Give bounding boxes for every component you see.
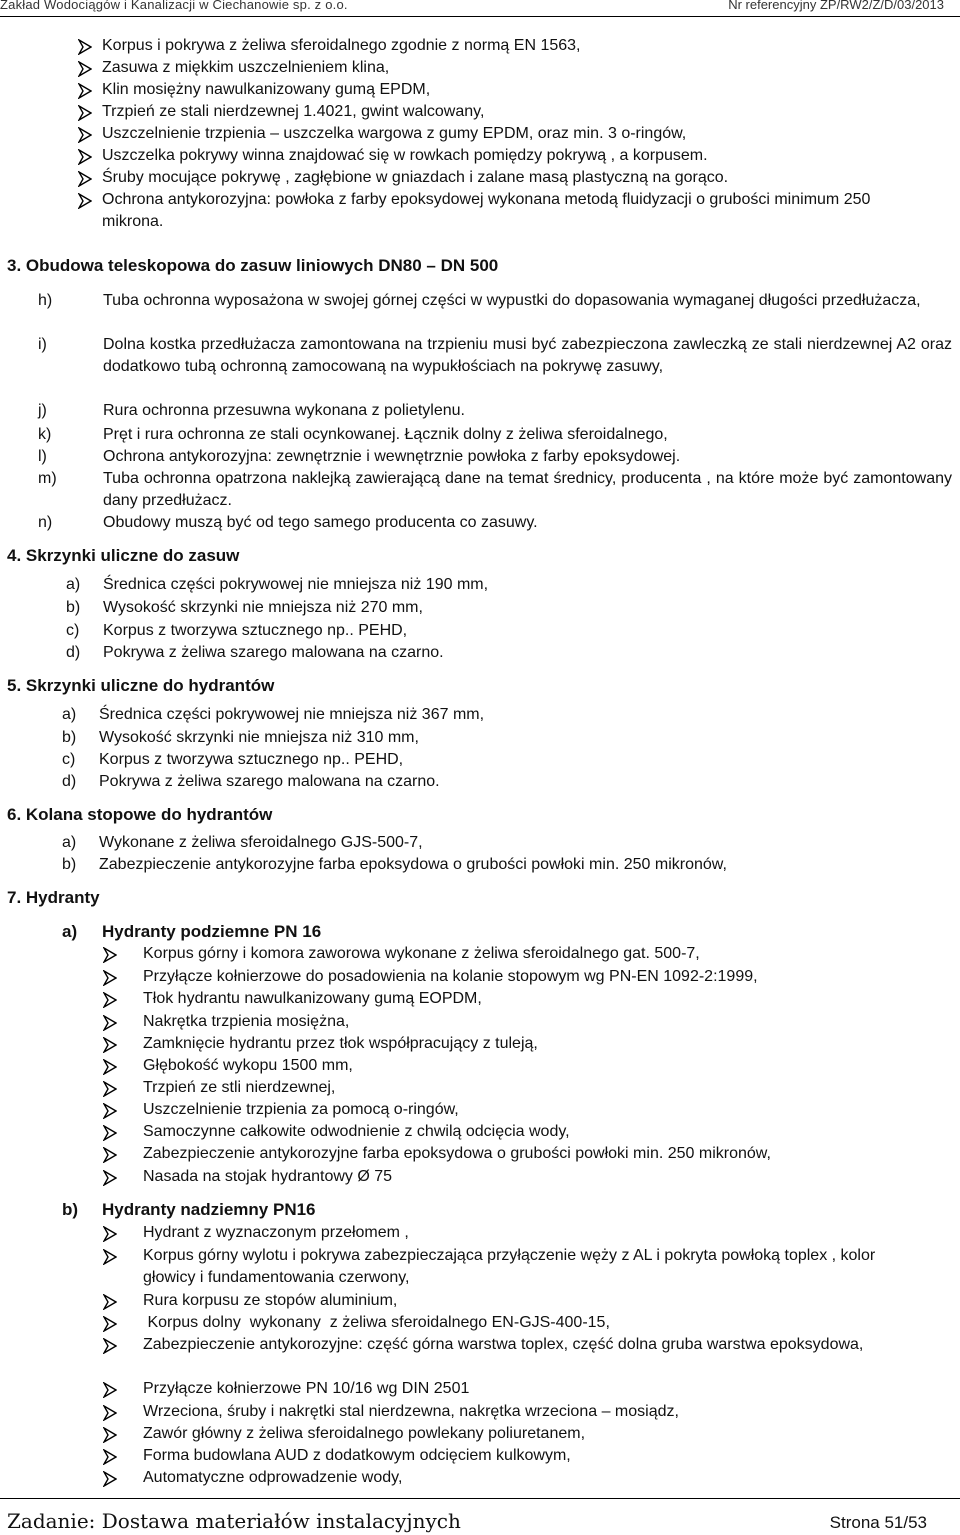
list-item-label: l) — [38, 448, 47, 465]
list-item-text: Ochrona antykorozyjna: zewnętrznie i wewnętrznie powłoka z farby epoksydowej. — [103, 448, 681, 465]
section-heading-5: 5. Skrzynki uliczne do hydrantów — [7, 676, 275, 695]
list-item-label: m) — [38, 470, 57, 487]
list-item-text: Zabezpieczenie antykorozyjne farba epoksydowa o grubości powłoki min. 250 mikronów, — [99, 856, 727, 873]
list-item-label: b) — [62, 856, 77, 873]
list-item-text: Korpus z tworzywa sztucznego np.. PEHD, — [99, 751, 404, 768]
arrowhead-bullet-icon — [103, 1427, 117, 1443]
list-item-text: Głębokość wykopu 1500 mm, — [143, 1057, 353, 1074]
list-item-label: h) — [38, 292, 53, 309]
list-item-text: Automatyczne odprowadzenie wody, — [143, 1469, 403, 1486]
list-item-label: b) — [66, 599, 81, 616]
list-item-text: Wysokość skrzynki nie mniejsza niż 310 mm, — [99, 729, 419, 746]
arrowhead-bullet-icon — [78, 39, 92, 55]
arrowhead-bullet-icon — [103, 1170, 117, 1186]
arrowhead-bullet-icon — [103, 1081, 117, 1097]
list-item-text: Korpus górny wylotu i pokrywa zabezpieczająca przyłączenie węży z AL i pokryta powłoką toplex , kolor głowicy i fundamentowania czerwony, — [143, 1247, 876, 1286]
list-item-text: Średnica części pokrywowej nie mniejsza niż 190 mm, — [103, 576, 489, 593]
section-heading-3: 3. Obudowa teleskopowa do zasuw liniowych DN80 – DN 500 — [7, 256, 499, 275]
arrowhead-bullet-icon — [103, 1015, 117, 1031]
list-item-text: Średnica części pokrywowej nie mniejsza niż 367 mm, — [99, 706, 485, 723]
list-item-label: j) — [38, 402, 47, 419]
list-item-text: Korpus dolny wykonany z żeliwa sferoidalnego EN-GJS-400-15, — [143, 1314, 610, 1331]
subsection-heading-a: Hydranty podziemne PN 16 — [102, 922, 322, 941]
list-item-text: Trzpień ze stali nierdzewnej 1.4021, gwint walcowany, — [102, 103, 485, 120]
section-heading-7: 7. Hydranty — [7, 888, 100, 907]
list-item-text: Uszczelnienie trzpienia – uszczelka wargowa z gumy EPDM, oraz min. 3 o-ringów, — [102, 125, 687, 142]
list-item-text: Forma budowlana AUD z dodatkowym odcięciem kulkowym, — [143, 1447, 571, 1464]
list-item-label: n) — [38, 514, 53, 531]
list-item-text: Rura ochronna przesuwna wykonana z polietylenu. — [103, 402, 465, 419]
header-divider — [0, 16, 960, 17]
list-item-text: Ochrona antykorozyjna: powłoka z farby epoksydowej wykonana metodą fluidyzacji o grubości minimum 250 mikrona. — [102, 191, 871, 230]
list-item-text: Wykonane z żeliwa sferoidalnego GJS-500-7, — [99, 834, 423, 851]
list-item-text: Korpus i pokrywa z żeliwa sferoidalnego zgodnie z normą EN 1563, — [102, 37, 581, 54]
arrowhead-bullet-icon — [103, 1316, 117, 1332]
arrowhead-bullet-icon — [103, 1125, 117, 1141]
arrowhead-bullet-icon — [103, 1147, 117, 1163]
arrowhead-bullet-icon — [78, 149, 92, 165]
section-heading-4: 4. Skrzynki uliczne do zasuw — [7, 546, 240, 565]
list-item-text: Wysokość skrzynki nie mniejsza niż 270 mm, — [103, 599, 423, 616]
list-item-text: Pręt i rura ochronna ze stali ocynkowanej. Łącznik dolny z żeliwa sferoidalnego, — [103, 426, 668, 443]
arrowhead-bullet-icon — [103, 1382, 117, 1398]
list-item-text: Obudowy muszą być od tego samego producenta co zasuwy. — [103, 514, 538, 531]
list-item-text: Pokrywa z żeliwa szarego malowana na czarno. — [99, 773, 440, 790]
subsection-heading-b: Hydranty nadziemny PN16 — [102, 1200, 316, 1219]
arrowhead-bullet-icon — [78, 171, 92, 187]
arrowhead-bullet-icon — [103, 992, 117, 1008]
arrowhead-bullet-icon — [78, 193, 92, 209]
list-item-label: a) — [62, 706, 77, 723]
section-heading-6: 6. Kolana stopowe do hydrantów — [7, 805, 273, 824]
arrowhead-bullet-icon — [103, 1294, 117, 1310]
list-item-text: Nakrętka trzpienia mosiężna, — [143, 1013, 350, 1030]
list-item-label: i) — [38, 336, 47, 353]
footer-title: Zadanie: Dostawa materiałów instalacyjnych — [7, 1509, 461, 1533]
list-item-text: Zabezpieczenie antykorozyjne farba epoksydowa o grubości powłoki min. 250 mikronów, — [143, 1145, 771, 1162]
list-item-text: Pokrywa z żeliwa szarego malowana na czarno. — [103, 644, 444, 661]
arrowhead-bullet-icon — [103, 970, 117, 986]
arrowhead-bullet-icon — [78, 127, 92, 143]
subsection-label-a: a) — [62, 922, 78, 941]
list-item-label: c) — [66, 622, 80, 639]
list-item-text: Zasuwa z miękkim uszczelnieniem klina, — [102, 59, 390, 76]
list-item-text: Przyłącze kołnierzowe PN 10/16 wg DIN 2501 — [143, 1380, 470, 1397]
list-item-text: Korpus z tworzywa sztucznego np.. PEHD, — [103, 622, 408, 639]
arrowhead-bullet-icon — [103, 1226, 117, 1242]
subsection-label-b: b) — [62, 1200, 79, 1219]
arrowhead-bullet-icon — [103, 947, 117, 963]
list-item-text: Zabezpieczenie antykorozyjne: część górna warstwa toplex, część dolna gruba warstwa epoksydowa, — [143, 1336, 864, 1353]
list-item-label: a) — [62, 834, 77, 851]
list-item-text: Rura korpusu ze stopów aluminium, — [143, 1292, 398, 1309]
list-item-label: c) — [62, 751, 76, 768]
list-item-text: Samoczynne całkowite odwodnienie z chwilą odcięcia wody, — [143, 1123, 570, 1140]
header-company: Zakład Wodociągów i Kanalizacji w Ciechanowie sp. z o.o. — [0, 0, 348, 12]
list-item-text: Tłok hydrantu nawulkanizowany gumą EOPDM, — [143, 990, 482, 1007]
list-item-text: Zawór główny z żeliwa sferoidalnego powlekany poliuretanem, — [143, 1425, 586, 1442]
list-item-text: Wrzeciona, śruby i nakrętki stal nierdzewna, nakrętka wrzeciona – mosiądz, — [143, 1403, 679, 1420]
list-item-text: Korpus górny i komora zaworowa wykonane z żeliwa sferoidalnego gat. 500-7, — [143, 945, 700, 962]
list-item-text: Zamknięcie hydrantu przez tłok współpracujący z tuleją, — [143, 1035, 538, 1052]
list-item-text: Hydrant z wyznaczonym przełomem , — [143, 1224, 409, 1241]
arrowhead-bullet-icon — [103, 1249, 117, 1265]
list-item-text: Nasada na stojak hydrantowy Ø 75 — [143, 1168, 393, 1185]
list-item-label: a) — [66, 576, 81, 593]
list-item-text: Dolna kostka przedłużacza zamontowana na trzpieniu musi być zabezpieczona zawleczką ze stali nierdzewnej A2 oraz dodatkowo tubą ochronną zamocowaną na wypukłościach na pokrywę zasuwy, — [103, 336, 952, 375]
list-item-text: Klin mosiężny nawulkanizowany gumą EPDM, — [102, 81, 431, 98]
page-number: Strona 51/53 — [829, 1513, 927, 1532]
list-item-label: d) — [66, 644, 81, 661]
list-item-text: Tuba ochronna wyposażona w swojej górnej części w wypustki do dopasowania wymaganej długości przedłużacza, — [103, 292, 921, 309]
arrowhead-bullet-icon — [103, 1471, 117, 1487]
list-item-text: Uszczelnienie trzpienia za pomocą o-ringów, — [143, 1101, 459, 1118]
list-item-label: k) — [38, 426, 52, 443]
footer-divider — [0, 1498, 960, 1499]
arrowhead-bullet-icon — [103, 1449, 117, 1465]
arrowhead-bullet-icon — [78, 83, 92, 99]
list-item-text: Śruby mocujące pokrywę , zagłębione w gniazdach i zalane masą plastyczną na gorąco. — [102, 169, 729, 186]
arrowhead-bullet-icon — [103, 1037, 117, 1053]
arrowhead-bullet-icon — [78, 61, 92, 77]
arrowhead-bullet-icon — [103, 1338, 117, 1354]
list-item-text: Trzpień ze stli nierdzewnej, — [143, 1079, 336, 1096]
header-reference: Nr referencyjny ZP/RW2/Z/D/03/2013 — [728, 0, 944, 12]
list-item-text: Przyłącze kołnierzowe do posadowienia na kolanie stopowym wg PN-EN 1092-2:1999, — [143, 968, 758, 985]
arrowhead-bullet-icon — [78, 105, 92, 121]
list-item-text: Tuba ochronna opatrzona naklejką zawierającą dane na temat średnicy, producenta , na które może być zamontowany dany przedłużacz. — [103, 470, 952, 509]
arrowhead-bullet-icon — [103, 1405, 117, 1421]
arrowhead-bullet-icon — [103, 1059, 117, 1075]
list-item-text: Uszczelka pokrywy winna znajdować się w rowkach pomiędzy pokrywą , a korpusem. — [102, 147, 708, 164]
list-item-label: d) — [62, 773, 77, 790]
arrowhead-bullet-icon — [103, 1103, 117, 1119]
list-item-label: b) — [62, 729, 77, 746]
